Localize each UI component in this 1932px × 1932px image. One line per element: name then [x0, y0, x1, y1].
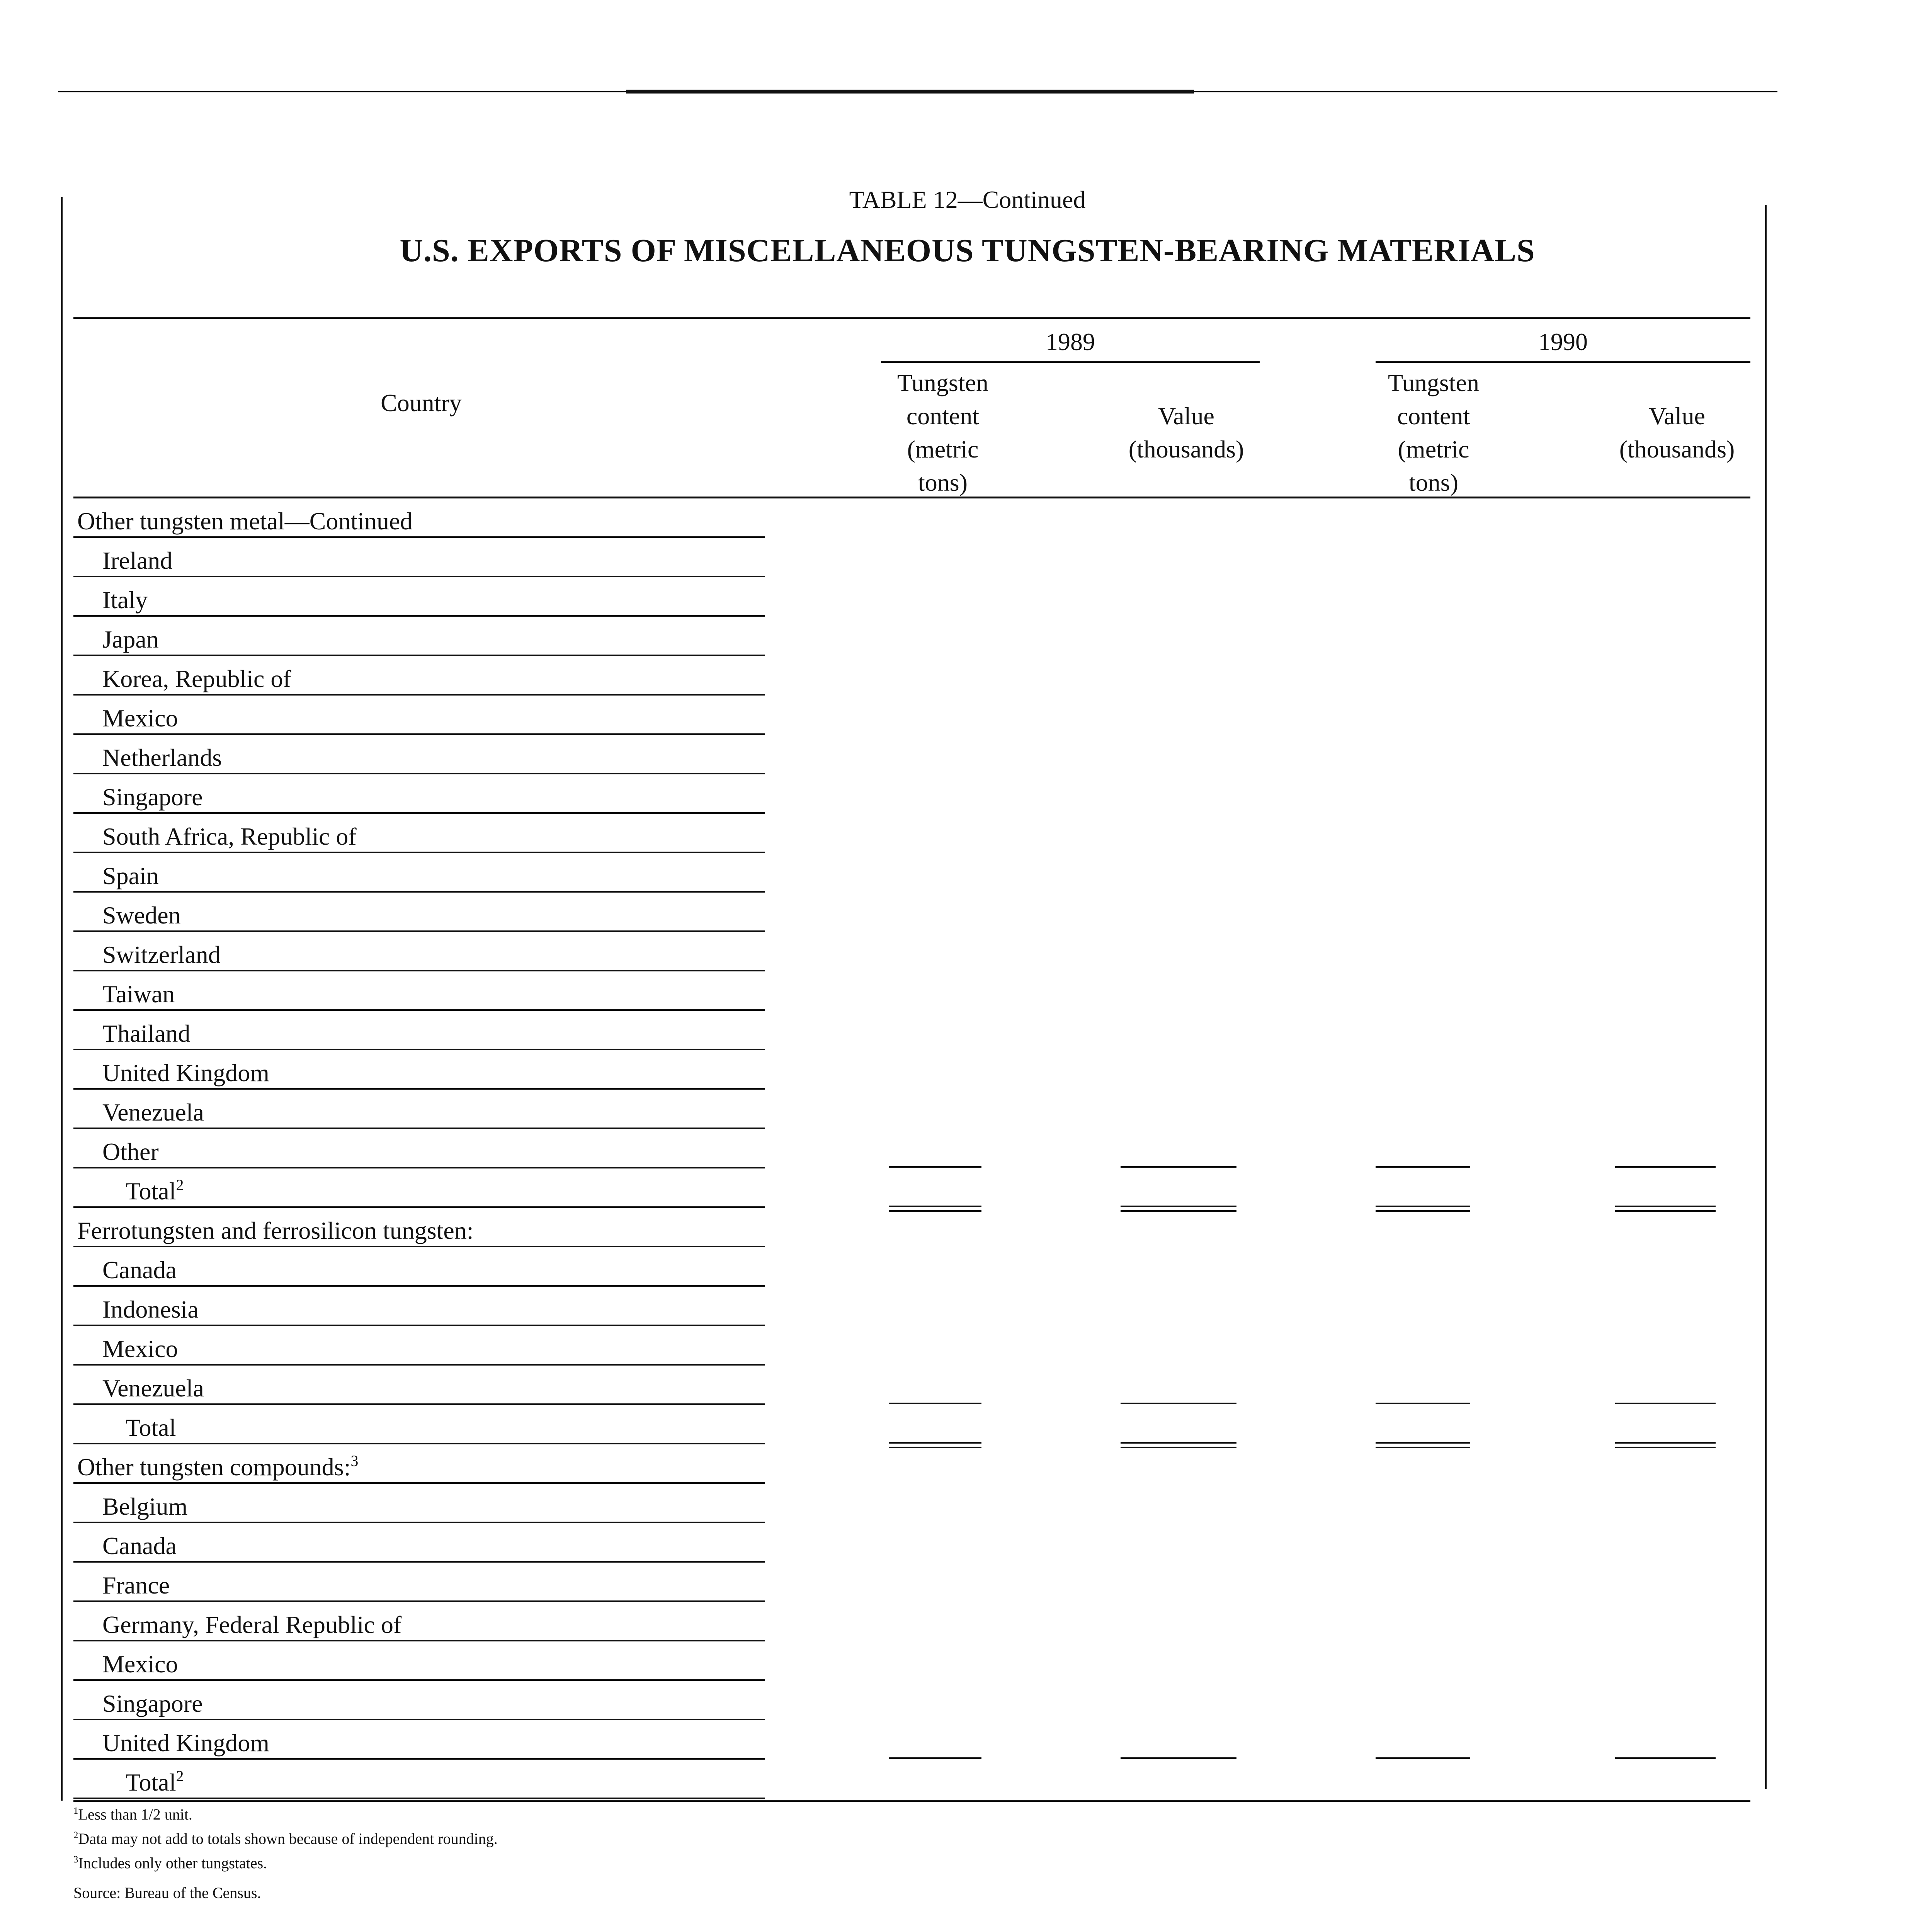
country-label: Netherlands [102, 744, 222, 771]
country-label: South Africa, Republic of [102, 823, 357, 850]
header-value-1990: Value (thousands) [1619, 402, 1735, 463]
row-underline [73, 1206, 765, 1208]
country-label: Korea, Republic of [102, 665, 291, 692]
row-underline [73, 1325, 765, 1326]
double-rule [1615, 1206, 1716, 1207]
country-label: Other [102, 1138, 159, 1165]
subtotal-rule [1615, 1403, 1716, 1404]
country-label: Ireland [102, 547, 173, 574]
year-1990-rule [1376, 361, 1750, 363]
country-label: Singapore [102, 783, 203, 811]
subtotal-rule [1121, 1166, 1236, 1168]
section-title: Other tungsten metal—Continued [77, 507, 413, 535]
country-label: Canada [102, 1256, 177, 1284]
country-label: Italy [102, 586, 148, 614]
double-rule [889, 1210, 981, 1212]
country-label: Taiwan [102, 980, 175, 1008]
row-underline [73, 1009, 765, 1011]
section-title: Other tungsten compounds:$^3$ [77, 1452, 359, 1481]
row-underline [73, 1167, 765, 1168]
row-underline [73, 930, 765, 932]
double-rule [1121, 1210, 1236, 1212]
row-underline [73, 1798, 765, 1799]
double-rule [889, 1442, 981, 1444]
country-label: Sweden [102, 901, 181, 929]
table-bottom-rule [73, 1800, 1750, 1802]
footnote-2: $^2$Data may not add to totals shown because of independent rounding. [73, 1830, 498, 1847]
row-underline [73, 694, 765, 696]
subtotal-rule [889, 1166, 981, 1168]
country-label: Indonesia [102, 1296, 199, 1323]
footnote-1: $^1$Less than 1/2 unit. [73, 1806, 192, 1823]
header-tungsten-1990: Tungsten content (metric tons) [1388, 369, 1479, 496]
row-underline [73, 1128, 765, 1129]
country-label: Spain [102, 862, 159, 889]
country-label: Mexico [102, 1335, 178, 1362]
row-underline [73, 1758, 765, 1760]
row-underline [73, 536, 765, 538]
country-label: Thailand [102, 1020, 190, 1047]
year-1989: 1989 [1046, 328, 1095, 355]
top-rule-thick [626, 90, 1194, 94]
total-label: Total [126, 1414, 176, 1441]
year-1989-rule [881, 361, 1260, 363]
double-rule [1376, 1442, 1470, 1444]
table-caption: TABLE 12—Continued [849, 186, 1086, 213]
double-rule [1121, 1447, 1236, 1448]
country-label: France [102, 1571, 170, 1599]
table-title: U.S. EXPORTS OF MISCELLANEOUS TUNGSTEN-BEARING MATERIALS [400, 233, 1535, 269]
double-rule [1376, 1206, 1470, 1207]
subtotal-rule [889, 1757, 981, 1759]
row-underline [73, 1561, 765, 1563]
country-label: Mexico [102, 704, 178, 732]
country-label: Belgium [102, 1493, 188, 1520]
double-rule [1615, 1442, 1716, 1444]
double-rule [1376, 1210, 1470, 1212]
row-underline [73, 1640, 765, 1641]
header-tungsten-1989: Tungsten content (metric tons) [897, 369, 988, 496]
subtotal-rule [1376, 1757, 1470, 1759]
row-underline [73, 1600, 765, 1602]
row-underline [73, 1403, 765, 1405]
row-underline [73, 576, 765, 577]
section-title: Ferrotungsten and ferrosilicon tungsten: [77, 1217, 474, 1244]
row-underline [73, 891, 765, 893]
subtotal-rule [1376, 1166, 1470, 1168]
subtotal-rule [889, 1403, 981, 1404]
row-underline [73, 970, 765, 971]
double-rule [1615, 1447, 1716, 1448]
country-label: Canada [102, 1532, 177, 1560]
double-rule [889, 1206, 981, 1207]
right-margin-line [1765, 205, 1767, 1789]
row-underline [73, 1049, 765, 1050]
row-underline [73, 1719, 765, 1720]
country-label: Venezuela [102, 1099, 204, 1126]
row-underline [73, 812, 765, 814]
country-label: United Kingdom [102, 1729, 269, 1757]
subtotal-rule [1615, 1757, 1716, 1759]
row-underline [73, 615, 765, 617]
left-margin-line [61, 197, 63, 1801]
row-underline [73, 1482, 765, 1484]
subtotal-rule [1376, 1403, 1470, 1404]
row-underline [73, 852, 765, 853]
row-underline [73, 1285, 765, 1287]
double-rule [889, 1447, 981, 1448]
country-label: Mexico [102, 1650, 178, 1678]
header-top-rule [73, 317, 1750, 319]
row-underline [73, 655, 765, 656]
double-rule [1121, 1442, 1236, 1444]
total-label: Total$^2$ [126, 1177, 184, 1205]
subtotal-rule [1121, 1757, 1236, 1759]
country-label: Venezuela [102, 1374, 204, 1402]
footnote-3: $^3$Includes only other tungstates. [73, 1854, 267, 1872]
subtotal-rule [1121, 1403, 1236, 1404]
double-rule [1121, 1206, 1236, 1207]
country-label: Singapore [102, 1690, 203, 1717]
row-underline [73, 1522, 765, 1523]
year-1990: 1990 [1538, 328, 1588, 355]
row-underline [73, 1364, 765, 1366]
row-underline [73, 1246, 765, 1247]
row-underline [73, 1088, 765, 1090]
total-label: Total$^2$ [126, 1768, 184, 1796]
subtotal-rule [1615, 1166, 1716, 1168]
country-header: Country [381, 389, 462, 417]
double-rule [1615, 1210, 1716, 1212]
country-label: Switzerland [102, 941, 221, 968]
row-underline [73, 733, 765, 735]
country-label: United Kingdom [102, 1059, 269, 1087]
source-note: Source: Bureau of the Census. [73, 1884, 261, 1901]
row-underline [73, 1679, 765, 1681]
header-value-1989: Value (thousands) [1128, 402, 1244, 463]
country-label: Germany, Federal Republic of [102, 1611, 402, 1638]
row-underline [73, 1443, 765, 1444]
double-rule [1376, 1447, 1470, 1448]
row-underline [73, 773, 765, 774]
country-label: Japan [102, 626, 159, 653]
